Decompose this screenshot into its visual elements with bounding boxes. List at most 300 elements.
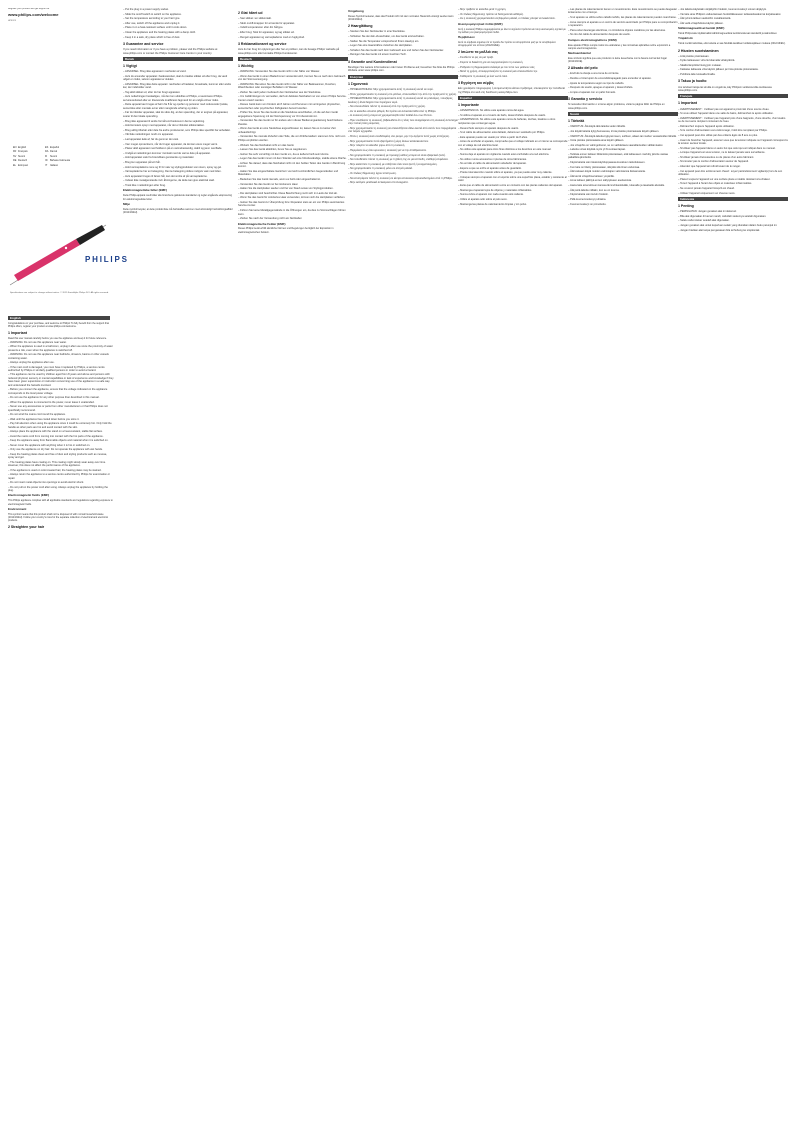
list-item: – Do not insert metal objects into openings to avoid electric shock. <box>8 481 114 484</box>
list-item: – Si el cable de alimentación está dañado, deberá ser sustituido por Philips. <box>458 131 568 134</box>
step-list <box>123 8 233 39</box>
legend-code: EL <box>13 163 17 167</box>
list-item: – Legen Sie das Gerät immer mit dem Ständer auf eine hitzebeständige, stabile ebene Fläche. <box>238 157 348 160</box>
legend-code: EN <box>13 146 17 149</box>
env-body: Dieses Symbol bedeutet, dass das Produkt nicht mit dem normalen Hausmüll entsorgt werden kann (2012/19/EU). <box>348 14 454 22</box>
list-item: – ΠΡΟΕΙΔΟΠΟΙΗΣΗ: Μην χρησιμοποιείτε αυτή τη συσκευή κοντά σε μπανιέρες, ντουζιέρες, λεκάνες ή άλλα δοχεία που περιέχουν νερό. <box>348 97 458 104</box>
emf-body: Tämä Philips-laite täyttää kaikki sähkömagneettisia kenttiä koskevat standardit ja säännökset. <box>678 32 778 36</box>
list-item: – Put the plug in a power supply socket. <box>123 8 233 11</box>
legend-code: DE <box>13 159 17 163</box>
section-body: Si necesita información o si tiene algún problema, visite la página Web de Philips en www.philips.com. <box>568 103 665 110</box>
list-item: – Älä kierrä virtajohtoa laitteen ympärille. <box>568 175 678 178</box>
list-item: – Hold apparatet væk fra brændbare genstande og materialer. <box>123 156 233 159</box>
list-item: – Ziehen Sie nach jedem Gebrauch den Netzstecker aus der Steckdose. <box>238 91 348 94</box>
list-item: – Hvis du anvender apparatet i badeværelset, skal du trække stikket ud efter brug, da vand udgør en risiko, selvom apparatet er slukket. <box>123 75 233 82</box>
column-6 <box>568 8 678 207</box>
list-item: – Περιμένετε έως ότου κρυώσει η συσκευή για να την αποθηκεύσετε. <box>348 149 458 152</box>
list-item: – Οι πλάκες θέρμανσης πρέπει να διατηρούνται καθαρές. <box>458 13 568 16</box>
list-item: – Placez toujours l'appareil sur une surface plane et stable résistant à la chaleur. <box>678 178 788 181</box>
list-item: – Führen Sie keine Metallgegenstände in die Öffnungen ein, da dies zu Stromschlägen führen kann. <box>238 209 348 216</box>
list-item: – Käytä laitetta vain tässä käyttöoppaassa kuvattuun tarkoitukseen. <box>568 161 678 164</box>
list-item: – WARNING: Do not use this appliance near water. <box>8 341 114 344</box>
list-item: – Keep the appliance away from flammable objects and material when it is switched on. <box>8 439 114 442</box>
list-item: – WARNUNG: Verwenden Sie das Gerät nicht in der Nähe von Wasser. <box>238 70 348 73</box>
list-item: – Prüfen Sie, bevor Sie das Gerät an die Steckdose anschließen, ob die auf dem Gerät angegebene Spannung mit der Netzspannung vor Ort übereinstimmt. <box>238 111 348 118</box>
list-item: – Ρυθμίστε τη θερμοκρασία ανάλογα με τον τύπο των μαλλιών σας. <box>458 66 568 69</box>
legend-language: Bahasa Indonesia <box>50 159 71 163</box>
list-item: – N'enroulez pas le cordon d'alimentation autour de l'appareil. <box>678 160 788 163</box>
list-item: – Después de usarlo, apague el aparato y desenchúfelo. <box>568 86 678 89</box>
section-title: 3 Guarantee and service <box>123 42 164 47</box>
list-item: – Before you connect the appliance, ensure that the voltage indicated on the appliance corresponds to the local power voltage. <box>8 388 114 395</box>
list-item: – The heating plates have coating on. This coating might slowly wear away over time. However, this does not affect the performance of the appliance. <box>8 461 114 468</box>
env-title: Umgebung <box>348 9 364 13</box>
list-item: – Jangan gunakan alat untuk keperluan selain yang diuraikan dalam buku petunjuk ini. <box>678 224 788 227</box>
emf-body: Dieses Philips Gerät erfüllt sämtliche Normen und Regelungen bezüglich der Exposition in elektromagnetischen Feldern. <box>238 227 334 234</box>
list-item: – Avoid the mains cord from coming into contact with the hot parts of the appliance. <box>8 435 114 438</box>
list-item: – Enchufe la clavija a una toma de corriente. <box>568 72 678 75</box>
list-item: – Mantenga las placas de calentamiento limpias y sin polvo. <box>458 203 568 206</box>
list-item: – Αν το καλώδιο υποστεί φθορά, θα πρέπει να αντικατασταθεί από τη Philips. <box>348 110 458 113</box>
section-title: 1 Penting <box>678 203 694 208</box>
list-item: – Lad apparatet køle af, før du gemmer det væk. <box>123 138 233 141</box>
env-body: This symbol means that this product shall not be disposed of with normal household waste (2012/19/EU). Follow your country's rules for the separate collection of electrical and electronic products. <box>8 512 109 522</box>
list-item: – Wenn das Gerät an eine Steckdose angeschlossen ist, lassen Sie es zu keiner Zeit unbeaufsichtigt. <box>238 127 348 134</box>
list-item: – Schieben Sie den Ein-/Ausschalter, um das Gerät einzuschalten. <box>348 35 458 38</box>
list-item: – Käytä laitetta vain kuiviin hiuksiin. <box>568 193 678 196</box>
section-title: 1 Wichtig <box>238 63 254 68</box>
list-item: – Kytke laitteeseen virta liu'uttamalla virtakytkintä. <box>678 59 788 62</box>
list-item: – Preste total atención cuando utilice el aparato, ya que puede estar muy caliente. <box>458 171 568 174</box>
emf-title: Campos electromagnéticos (CEM) <box>568 37 617 42</box>
list-item: – Katkaise laitteesta virta käytön jälkeen ja irrota pistoke pistorasiasta. <box>678 68 788 71</box>
list-item: – Bedecken Sie das Gerät niemals, wenn es heiß oder eingeschaltet ist. <box>238 178 348 181</box>
section-title: 1 Importante <box>458 103 480 108</box>
list-item: – Kuumennuslevyt on pinnoitettu. <box>568 203 678 206</box>
warning-list <box>238 70 348 221</box>
list-item: – Ajuste la temperatura según su tipo de cabello. <box>568 82 678 85</box>
list-item: – AVERTISSEMENT : n'utilisez pas l'appareil près d'une baignoire, d'une douche, d'un lavabo ou de tout autre récipient contenant de l'eau. <box>678 117 788 124</box>
list-item: – Set the temperature according to your hair type. <box>123 17 233 20</box>
list-item: – Liitä pistoke pistorasiaan. <box>678 55 788 58</box>
list-item: – ADVARSEL: Brug ikke apparatet i nærheden af vand. <box>123 70 233 73</box>
list-item: – Η συσκευή αυτή μπορεί να χρησιμοποιηθεί από παιδιά άνω των 8 ετών. <box>348 114 458 117</box>
list-item: – Las placas de calentamiento tienen un revestimiento. Este revestimiento se puede desgastar lentamente con el tiempo. <box>568 8 678 15</box>
section-title: 3 Garantía y servicio <box>568 97 603 102</box>
step-list <box>238 17 348 39</box>
list-item: – Μην χρησιμοποιείτε τη συσκευή για οποιονδήποτε άλλο σκοπό από αυτόν που περιγράφεται στο παρόν εγχειρίδιο. <box>348 127 458 134</box>
list-item: – Skub on/off-knappen for at tænde for apparatet. <box>238 22 348 25</box>
section-title: 3 Garantie und Kundendienst <box>348 59 397 64</box>
warning-list <box>678 108 788 195</box>
list-item: – Reinigen Sie das Gerät mit einem feuchten Tuch. <box>348 53 458 56</box>
list-item: – Pay full attention when using the appliance since it could be extremely hot. Only hold the handle as other parts are hot and avoid contact with the skin. <box>8 422 114 429</box>
list-item: – Rengør apparatet og varmepladerne med en fugtig klud. <box>238 36 348 39</box>
list-item: – No utilice nunca accesorios ni piezas de otros fabricantes. <box>458 158 568 161</box>
list-item: – Dette apparat kan bruges af børn fra 8 år og opefter og personer med reducerede fysiske, sensoriske eller mentale evner eller manglende erfaring og viden. <box>123 103 233 110</box>
list-item: – Irrota pistoke pistorasiasta aina käytön jälkeen. <box>568 139 678 142</box>
hair-straightener-illustration <box>6 215 116 290</box>
list-item: – Always return the appliance to a service centre authorized by Philips for examination or repair. <box>8 473 114 480</box>
section-title: 2 Alisado del pelo <box>568 66 598 71</box>
legend-language: Dansk <box>50 150 58 154</box>
list-item: – N'utilisez pas l'appareil dans un autre but que celui qui est indiqué dans ce manuel. <box>678 147 788 150</box>
list-item: – Jos virtajohto on vahingoittunut, se on vaihdettava vaaratilanteiden välttämiseksi. <box>568 144 678 147</box>
list-item: – Schalten Sie das Gerät nach dem Gebrauch aus und ziehen Sie den Netzstecker. <box>348 49 458 52</box>
straightener-handle <box>76 225 105 245</box>
list-item: – Μην τυλίγετε το καλώδιο γύρω από τη συσκευή. <box>348 144 458 147</box>
list-item: – Placer altid apparatet med holderen på en varmebestandig, stabil og jævn overflade. <box>123 147 233 150</box>
list-item: – Vær meget opmærksom, når du bruger apparatet, da det kan være meget varmt. <box>123 143 233 146</box>
legend-language: Deutsch <box>18 159 28 163</box>
emf-body: Dette Philips-apparat overholder alle branchens gældende standarder og regler angående eksponering for elektromagnetiske felter. <box>123 194 232 201</box>
list-item: – Αν η συσκευή χρησιμοποιείται σε βαμμένα μαλλιά, οι πλάκες μπορεί να λεκιαστούν. <box>458 17 568 20</box>
section-title: 2 Glat håret ud <box>238 11 263 15</box>
env-title: Ympäristö <box>678 36 693 41</box>
list-item: – Never use any accessories or parts from other manufacturers or that Philips does not specifically recommend. <box>8 405 114 412</box>
list-item: – Undgå at netledningen kommer i kontakt med de varme dele på apparatet. <box>123 152 233 155</box>
list-item: – Mantenga el aparato lejos de objetos y materiales inflamables. <box>458 189 568 192</box>
legend-language: Español <box>50 146 60 149</box>
register-text: Register your product and get support at <box>8 8 50 10</box>
list-item: – No utilice este aparato para otros fines distintos a los descritos en este manual. <box>458 148 568 151</box>
list-item: – Jangan biarkan alat tanpa pengawasan bila terhubung ke stopkontak. <box>678 229 788 232</box>
column-1 <box>8 8 120 23</box>
list-item: – Να επιστρέφετε πάντα τη συσκευή σε κέντρο επισκευών εξουσιοδοτημένο από τη Philips. <box>348 177 458 180</box>
list-item: – Clean the appliance and the heating plates with a damp cloth. <box>123 31 233 34</box>
list-item: – ADVARSEL: Brug ikke dette apparat i nærheden af badekar, brusebade, kummer eller andre kar, der indeholder vand. <box>123 83 233 90</box>
list-item: – Να χρησιμοποιείτε τη συσκευή μόνο σε στεγνά μαλλιά. <box>348 167 458 170</box>
lang-bar: Suomi <box>568 112 678 116</box>
language-legend <box>13 146 83 167</box>
list-item: – ADVERTENCIA: No utilice este aparato cerca de bañeras, duchas, lavabos u otros recipientes que contengan agua. <box>458 118 568 125</box>
list-item: – Slide the on/off switch to switch on the appliance. <box>123 13 233 16</box>
support-url[interactable]: www.philips.com/welcome <box>8 12 59 18</box>
list-item: – Älä vedä virtajohdosta käytön jälkeen. <box>678 22 788 25</box>
section-title: 3 Takuu ja huolto <box>678 79 707 84</box>
list-item: – Μετά τη χρήση, απενεργοποιήστε τη συσκευή και αποσυνδέστε την. <box>458 70 568 73</box>
english-section <box>8 322 114 531</box>
list-item: – Kun laite on liitetty pistorasiaan, älä jätä sitä ilman valvontaa. <box>568 166 678 169</box>
list-item: – Ne couvrez jamais l'appareil lorsqu'il est chaud. <box>678 187 788 190</box>
list-item: – Keep it in a safe, dry place which is free of dust. <box>123 36 233 39</box>
column-2 <box>123 8 233 215</box>
list-item: – Puhdista laite kostealla liinalla. <box>678 73 788 76</box>
section-title: 3 Εγγύηση και σέρβις <box>458 81 494 86</box>
list-item: – Laitetta voivat käyttää myös yli 8-vuotiaat lapset. <box>568 148 678 151</box>
list-item: – Do not use the appliance for any other purpose than described in this manual. <box>8 396 114 399</box>
section-body: Hvis du har brug for oplysninger eller har et problem, kan du besøge Philips' webside på www.philips.com eller kontakte Philips Kundecenter. <box>238 48 340 55</box>
list-item: – Όταν χρησιμοποιείτε τη συσκευή στο μπάνιο, αποσυνδέετέ την από την πρίζα μετά τη χρήση. <box>348 93 458 96</box>
list-item: – Always unplug the appliance after use. <box>8 361 114 364</box>
list-item: – Πριν συνδέσετε τη συσκευή, βεβαιωθείτε ότι η τάση που αναγράφεται στη συσκευή αντιστοιχεί στην τοπική τάση ρεύματος. <box>348 119 458 126</box>
env-title: Environment <box>8 506 27 511</box>
list-item: – Coloque siempre el aparato con el soporte sobre una superficie plana, estable y resistente al calor. <box>458 176 568 183</box>
list-item: – Jos käytät laitetta kylpyhuoneessa, irrota pistoke pistorasiasta käytön jälkeen. <box>568 130 678 133</box>
column-7 <box>678 8 788 233</box>
model-ref: HP8323 <box>8 20 16 23</box>
list-item: – Vie laite aina Philipsin valtuuttamaan huoltoliikkeeseen tarkastettavaksi tai korjattavaksi. <box>678 13 788 16</box>
intro-text: Congratulations on your purchase, and welcome to Philips! To fully benefit from the support that Philips offers, register your product at www.philips.com/welcome. <box>8 322 109 329</box>
env-body: Este símbolo significa que este producto no debe desecharse con la basura normal del hogar (2012/19/UE). <box>568 56 667 64</box>
warning-list <box>458 8 568 21</box>
list-item: – Να αποσυνδέετε πάντα τη συσκευή από την πρίζα μετά τη χρήση. <box>348 105 458 108</box>
list-item: – Legen Sie eine Haarsträhne zwischen die Heizplatten. <box>348 44 458 47</box>
legend-language: Suomi <box>50 154 58 158</box>
list-item: – Lassen Sie das Gerät abkühlen, bevor Sie es wegräumen. <box>238 148 348 151</box>
list-item: – Älä peitä laitetta millään, kun se on kuuma. <box>568 189 678 192</box>
list-item: – WARNING: Do not use this appliance near bathtubs, showers, basins or other vessels containing water. <box>8 353 114 360</box>
list-item: – Verwenden Sie niemals Zubehör oder Teile, die von Drittherstellern stammen bzw. nicht von Philips empfohlen werden. <box>238 135 348 142</box>
list-item: – AVERTISSEMENT : n'utilisez pas cet appareil à proximité d'une source d'eau. <box>678 108 788 111</box>
list-item: – This appliance can be used by children aged from 8 years and above and persons with reduced physical, sensory or mental capabilities or lack of experience and knowledge if they have been given supervision or instruction concerning use of the appliance in a safe way and understand the hazards involved. <box>8 373 114 387</box>
emf-title: Ηλεκτρομαγνητικά πεδία (EMF) <box>458 21 503 26</box>
emf-body: This Philips appliance complies with all applicable standards and regulations regarding exposure to electromagnetic fields. <box>8 499 113 506</box>
list-item: – Aseta laite aina telineen kanssa lämmönkestävälle, tukevalle ja tasaiselle alustalle. <box>568 184 678 187</box>
list-item: – Tenez l'appareil à l'écart des objets et matériaux inflammables. <box>678 182 788 185</box>
list-item: – Før du tilslutter apparatet, skal du sikre dig, at den spænding, der er angivet på apparatet, svarer til den lokale spænding. <box>123 111 233 118</box>
list-item: – Utilisez l'appareil uniquement sur cheveux secs. <box>678 192 788 195</box>
list-item: – Deslice el interruptor de encendido/apagado para encender el aparato. <box>568 77 678 80</box>
list-item: – Dieses Gerät kann von Kindern ab 8 Jahren und Personen mit verringerten physischen, sensorischen oder psychischen Fähigkeiten benutzt werden. <box>238 103 348 110</box>
list-item: – PERINGATAN: Jangan gunakan alat ini dekat air. <box>678 210 788 213</box>
list-item: – Este aparato puede ser usado por niños a partir de 8 años. <box>458 136 568 139</box>
list-item: – Si el aparato se utiliza sobre cabello teñido, las placas de calentamiento pueden mancharse. <box>568 16 678 19</box>
list-item: – Débranchez toujours l'appareil après utilisation. <box>678 125 788 128</box>
list-item: – Wickeln Sie das Netzkabel nicht um das Gerät. <box>238 144 348 147</box>
straightener-body <box>14 239 80 281</box>
list-item: – Um Gefährdungen zu vermeiden, darf ein defektes Netzkabel nur von einem Philips Service-Center ersetzt werden. <box>238 95 348 102</box>
section-title: 1 Σημαντικό <box>348 81 368 86</box>
column-3 <box>238 8 348 235</box>
list-item: – Sæt stikket i en stikkontakt. <box>238 17 348 20</box>
list-item: – Μην τραβάτε το καλώδιο μετά τη χρήση. <box>458 8 568 11</box>
list-item: – Desenchufe siempre el aparato después de usarlo. <box>458 127 568 130</box>
list-item: – Wenn das Gerät in einem Badezimmer verwendet wird, trennen Sie es nach dem Gebrauch von der Stromversorgung. <box>238 75 348 82</box>
list-item: – Træk ikke i netledningen efter brug. <box>123 184 233 187</box>
list-item: – Να τοποθετείτε πάντα τη συσκευή με τη βάση της σε μια επίπεδη, σταθερή επιφάνεια. <box>348 158 458 161</box>
list-item: – No enrolle el cable de alimentación alrededor del aparato. <box>458 162 568 165</box>
section-title: 2 Hiusten suoristaminen <box>678 48 719 53</box>
list-item: – Indstil temperaturen efter din hårtype. <box>238 26 348 29</box>
section-title: 1 Vigtigt <box>123 64 137 69</box>
warning-list <box>8 341 114 493</box>
step-list <box>458 56 568 78</box>
section-body: Benötigen Sie weitere Informationen oder treten Probleme auf, besuchen Sie bitte die Philips Website unter www.philips.com. <box>348 65 455 73</box>
section-title: 1 Tärkeää <box>568 119 585 124</box>
list-item: – When the appliance is connected to the power, never leave it unattended. <box>8 401 114 404</box>
list-item: – Wenn Sie das Gerät für coloriertes Haar verwenden, können sich die Heizplatten verfärben. <box>238 196 348 199</box>
emf-title: Electromagnetic fields (EMF) <box>8 493 50 498</box>
list-item: – Place it on a heat-resistant surface until it cools down. <box>123 26 233 29</box>
legend-language: English <box>18 146 27 149</box>
list-item: – Attendez que l'appareil ait refroidi avant de le ranger. <box>678 165 788 168</box>
legend-code: DA <box>45 150 49 154</box>
list-item: – Μην χρησιμοποιείτε ποτέ εξαρτήματα ή μέρη άλλων κατασκευαστών. <box>348 140 458 143</box>
section-body: If you need information or if you have a problem, please visit the Philips website at www.philips.com or contact the Philips Customer Care Centre in your country. <box>123 48 218 55</box>
legend-code: FR <box>13 150 17 154</box>
list-item: – Do not pull on the power cord after using. Always unplug the appliance by holding the plug. <box>8 486 114 493</box>
lang-bar: Español <box>458 96 568 100</box>
list-item: – Hold konstant opsyn med apparatet, når det er tilsluttet stikkontakten. <box>123 124 233 127</box>
list-item: – Καθαρίστε τη συσκευή με ένα νωπό πανί. <box>458 75 568 78</box>
list-item: – Μην καλύπτετε τη συσκευή με οτιδήποτε όταν είναι ζεστή ή ενεργοποιημένη. <box>348 163 458 166</box>
list-item: – Tarkista ennen laitteen liittämistä pistorasiaan, että laitteeseen merkitty jännite vastaa paikallista jännitettä. <box>568 153 678 160</box>
list-item: – Όταν η συσκευή είναι συνδεδεμένη στο ρεύμα, μην την αφήνετε ποτέ χωρίς επιτήρηση. <box>348 135 458 138</box>
list-item: – Efter brug: Sluk for apparatet, og tag stikket ud. <box>238 31 348 34</box>
list-item: – ADVERTENCIA: No utilice este aparato cerca del agua. <box>458 109 568 112</box>
lang-bar: Dansk <box>123 57 233 61</box>
list-item: – Anna laitteen jäähtyä ennen säilytykseen asettamista. <box>568 179 678 182</box>
list-item: – Si utiliza el aparato en el cuarto de baño, desenchúfelo después de usarlo. <box>458 114 568 117</box>
list-item: – Οι πλάκες θέρμανσης έχουν επίστρωση. <box>348 172 458 175</box>
list-item: – Bila alat digunakan di kamar mandi, cabutlah stekernya setelah digunakan. <box>678 215 788 218</box>
legend-code: IT <box>45 163 48 167</box>
list-item: – If the main cord is damaged, you must have it replaced by Philips, a service centre authorized by Philips or similarly qualified persons in order to avoid a hazard. <box>8 366 114 373</box>
warning-list <box>568 8 678 37</box>
section-title: 3 Reklamationsret og service <box>238 41 287 46</box>
env-title: Περιβάλλον <box>458 34 475 39</box>
section-title: 2 Ισιώστε τα μαλλιά σας <box>458 50 499 55</box>
list-item: – Geben Sie das Gerät zur Überprüfung bzw. Reparatur stets an ein von Philips autorisiertes Service-Center. <box>238 201 348 208</box>
list-item: – Älä työnnä laitteen aukkoihin metalliesineitä. <box>678 17 788 20</box>
lang-bar: Ελληνικα <box>348 75 458 79</box>
legend-code: ID <box>45 159 48 163</box>
list-item: – Vikl ikke netledningen rundt om apparatet. <box>123 133 233 136</box>
list-item: – When the appliance is used in a bathroom, unplug it after use since the proximity of water presents a risk, even when the appliance is switched off. <box>8 345 114 352</box>
list-item: – Selalu cabut steker setelah alat digunakan. <box>678 219 788 222</box>
list-item: – Die Heizplatten sind beschichtet. Diese Beschichtung nutzt sich im Laufe der Zeit ab. <box>238 192 348 195</box>
env-title: Medioambiental <box>568 51 591 55</box>
list-item: – Para evitar descargas eléctricas, no introduzca objetos metálicos por las aberturas. <box>568 29 678 32</box>
list-item: – Si vous utilisez l'appareil dans une salle de bains, débranchez-le après utilisation. <box>678 112 788 115</box>
legend-code: SV <box>13 154 17 158</box>
list-item: – Utilice el aparato sólo sobre el pelo seco. <box>458 198 568 201</box>
env-title: Miljø <box>123 201 130 206</box>
column-5 <box>458 8 568 207</box>
lang-bar-english: English <box>8 316 110 320</box>
section-title: 2 Haarglättung <box>348 24 373 29</box>
list-item: – Stellen Sie die Temperatur entsprechend Ihrem Haartyp ein. <box>348 40 458 43</box>
legend-code: ES <box>45 146 49 149</box>
list-item: – Συνδέστε το φις σε μια πρίζα. <box>458 56 568 59</box>
list-item: – Να χρησιμοποιείτε τη συσκευή με προσοχή καθώς μπορεί να είναι εξαιρετικά ζεστή. <box>348 154 458 157</box>
list-item: – Lleve siempre el aparato a un centro de servicio autorizado por Philips para su comprobación o reparación. <box>568 21 678 28</box>
step-list <box>678 55 788 77</box>
list-item: – Do not wind the mains cord round the appliance. <box>8 413 114 416</box>
list-item: – Avant de brancher l'appareil, assurez-vous que la tension indiquée sur l'appareil correspond à la tension secteur locale. <box>678 139 788 146</box>
list-item: – Achten Sie darauf, dass das Netzkabel nicht mit den heißen Teilen des Geräts in Berührung kommt. <box>238 162 348 169</box>
list-item: – ΠΡΟΕΙΔΟΠΟΙΗΣΗ: Μην χρησιμοποιείτε αυτή τη συσκευή κοντά σε νερό. <box>348 88 458 91</box>
list-item: – Σύρετε το διακόπτη για να ενεργοποιήσετε τη συσκευή. <box>458 61 568 64</box>
list-item: – N'utilisez jamais d'accessoires ou de pièces d'un autre fabricant. <box>678 156 788 159</box>
list-item: – Pidä kuumennuslevyt puhtaina. <box>568 198 678 201</box>
list-item: – WARNUNG: Benutzen Sie das Gerät nicht in der Nähe von Badewannen, Duschen, Waschbecken oder sonstigen Behältern mit Wasser. <box>238 83 348 90</box>
env-body: Dette symbol betyder, at dette produkt ikke må bortskaffes sammen med almindeligt husholdningsaffald (2012/19/EU). <box>123 207 233 214</box>
lang-bar: Indonesia <box>678 197 788 201</box>
env-body: Αυτό το σύμβολο σημαίνει ότι το προϊόν δεν πρέπει να απορρίπτεται μαζί με τα συνηθισμένα απορρίμματα του σπιτιού (2012/19/ΕΕ). <box>458 40 556 48</box>
list-item: – Espere a que se enfríe el aparato antes de guardarlo. <box>458 167 568 170</box>
lang-bar: Deutsch <box>238 57 348 61</box>
legend-language: Italiano <box>50 163 59 167</box>
warning-list <box>678 210 788 232</box>
list-item: – Älä koskaan käytä muiden valmistajien valmistamia lisävarusteita. <box>568 170 678 173</box>
list-item: – Hold varmepladerne rene og fri for støv og stylingprodukter som skum, spray og gel. <box>123 166 233 169</box>
list-item: – Gehen Sie sehr vorsichtig mit dem Gerät um, da es äußerst heiß sein könnte. <box>238 153 348 156</box>
list-item: – Brug aldrig tilbehør eller dele fra andre producenter, som Philips ikke specifikt har anbefalet. <box>123 129 233 132</box>
warning-list <box>348 88 458 185</box>
section-body: Εάν χρειάζεστε πληροφορίες ή αντιμετωπίζετε κάποιο πρόβλημα, επισκεφτείτε την τοποθεσία της Philips στο web στη διεύθυνση www.philips.com. <box>458 87 565 94</box>
list-item: – Lorsque l'appareil est sous tension, ne le laissez jamais sans surveillance. <box>678 151 788 154</box>
list-item: – Halten Sie die Heizplatten sauber und frei von Staub sowie von Stylingprodukten. <box>238 187 348 190</box>
list-item: – VAROITUS: Älä käytä laitetta kylpyammeen, suihkun, altaan tai muiden vesiastioiden lähellä. <box>568 135 678 138</box>
emf-title: Elektromagnetiske felter (EMF) <box>123 188 168 193</box>
legend-language: Français <box>18 150 28 154</box>
warning-list <box>568 125 678 206</box>
list-item: – Always place the appliance with the stand on a heat-resistant, stable flat surface. <box>8 430 114 433</box>
list-item: – Varmepladerne har en belægning. Denne belægning slides muligvis væk med tiden. <box>123 170 233 173</box>
list-item: – Indsæt ikke metalgenstande ind i åbningerne, da dette kan give elektrisk stød. <box>123 179 233 182</box>
warning-list <box>123 70 233 187</box>
power-switch-icon <box>65 247 67 249</box>
list-item: – Antes de enchufar el aparato, compruebe que el voltaje indicado en el mismo se corresponde con el voltaje de red eléctrica local. <box>458 140 568 147</box>
step-list <box>348 30 458 56</box>
list-item: – Brug kun apparatet på tørt hår. <box>123 161 233 164</box>
list-item: – Ziehen Sie nach der Verwendung nicht am Netzkabel. <box>238 217 348 220</box>
legend-language: Ελληνικα <box>18 163 29 167</box>
list-item: – Tag altid stikket ud, efter du har brugt apparatet. <box>123 91 233 94</box>
list-item: – Verwenden Sie das Gerät nur bei trockenem Haar. <box>238 183 348 186</box>
step-list <box>568 72 678 94</box>
list-item: – Evite que el cable de alimentación entre en contacto con las piezas calientes del aparato. <box>458 184 568 187</box>
section-title: 1 Important <box>8 331 28 336</box>
list-item: – Nunca cubra el aparato con nada cuando esté caliente. <box>458 193 568 196</box>
list-item: – Hvis apparatet bruges til farvet hår, kan det smitte af på varmepladerne. <box>123 175 233 178</box>
list-item: – Säädä lämpötila hiustyypin mukaan. <box>678 64 788 67</box>
section-title: 2 Straighten your hair <box>8 525 45 530</box>
list-item: – No tire del cable de alimentación después de usarlo. <box>568 33 678 36</box>
list-item: – Nunca deje el aparato sin vigilancia cuando esté enchufado a la red eléctrica. <box>458 153 568 156</box>
list-item: – After use, switch off the appliance and unplug it. <box>123 22 233 25</box>
env-body: Tämä merkki tarkoittaa, että tuotetta ei saa hävittää tavallisen kotitalousjätteen mukana (2012/19/EU). <box>678 42 786 46</box>
column-4 <box>348 8 458 186</box>
philips-logo: PHILIPS <box>85 255 129 264</box>
list-item: – Μην εισάγετε μεταλλικά αντικείμενα στα ανοίγματα. <box>348 181 458 184</box>
emf-body: Αυτή η συσκευή Philips συμμορφώνεται με όλα τα ισχύοντα πρότυπα και τους κανονισμούς σχετικά με την έκθεση σε ηλεκτρομαγνητικά πεδία. <box>458 27 566 34</box>
list-item: – Never cover the appliance with anything when it is hot or switched on. <box>8 444 114 447</box>
list-item: – Jos laitetta käytetään värjättyihin hiuksiin, kuumennuslevyt voivat värjäytyä. <box>678 8 788 11</box>
list-item: – Limpie el aparato con un paño húmedo. <box>568 91 678 94</box>
warning-list <box>678 8 788 25</box>
section-title: 1 Important <box>678 101 698 106</box>
lang-bar: Français <box>678 94 788 98</box>
section-body: Jos tarvitset tietoja tai sinulla on ongelmia, käy Philipsin verkkosivuilla osoitteessa www.philips.com. <box>678 85 772 92</box>
emf-title: Sähkömagneettiset kentät (EMF) <box>678 26 725 31</box>
list-item: – Halten Sie das eingeschaltete Gerät fern von leicht entzündlichen Gegenständen und Materialien. <box>238 170 348 177</box>
list-item: – Keep the heating plates clean and free of dust and styling products such as mousse, spray and gel. <box>8 453 114 460</box>
list-item: – If the appliance is used on color-treated hair, the heating plates may be stained. <box>8 469 114 472</box>
list-item: – Wait until the appliance has cooled down before you store it. <box>8 418 114 421</box>
list-item: – VAROITUS: Älä käytä tätä laitetta veden lähellä. <box>568 125 678 128</box>
legend-language: Suomi <box>18 154 26 158</box>
specs-note: Specifications are subject to change without notice. © 2015 Koninklijke Philips N.V. All rights reserved. <box>10 292 109 294</box>
list-item: – Hvis netledningen beskadiges, må den kun udskiftes af Philips, et autoriseret Philips-serviceværksted eller en tilsvarende kvalificeret fagmand for at undgå enhver risiko. <box>123 95 233 102</box>
list-item: – Verwenden Sie das Gerät nur für andere als in dieser Bedienungsanleitung beschriebene Zwecke. <box>238 119 348 126</box>
legend-code: FI <box>45 154 48 158</box>
list-item: – Cet appareil peut être extrêmement chaud : soyez particulièrement vigilant(e) lors de son utilisation. <box>678 170 788 177</box>
warning-list <box>458 109 568 206</box>
emf-body: Este aparato Philips cumple todos los estándares y las normativas aplicables sobre exposición a campos electromagnéticos. <box>568 43 671 50</box>
